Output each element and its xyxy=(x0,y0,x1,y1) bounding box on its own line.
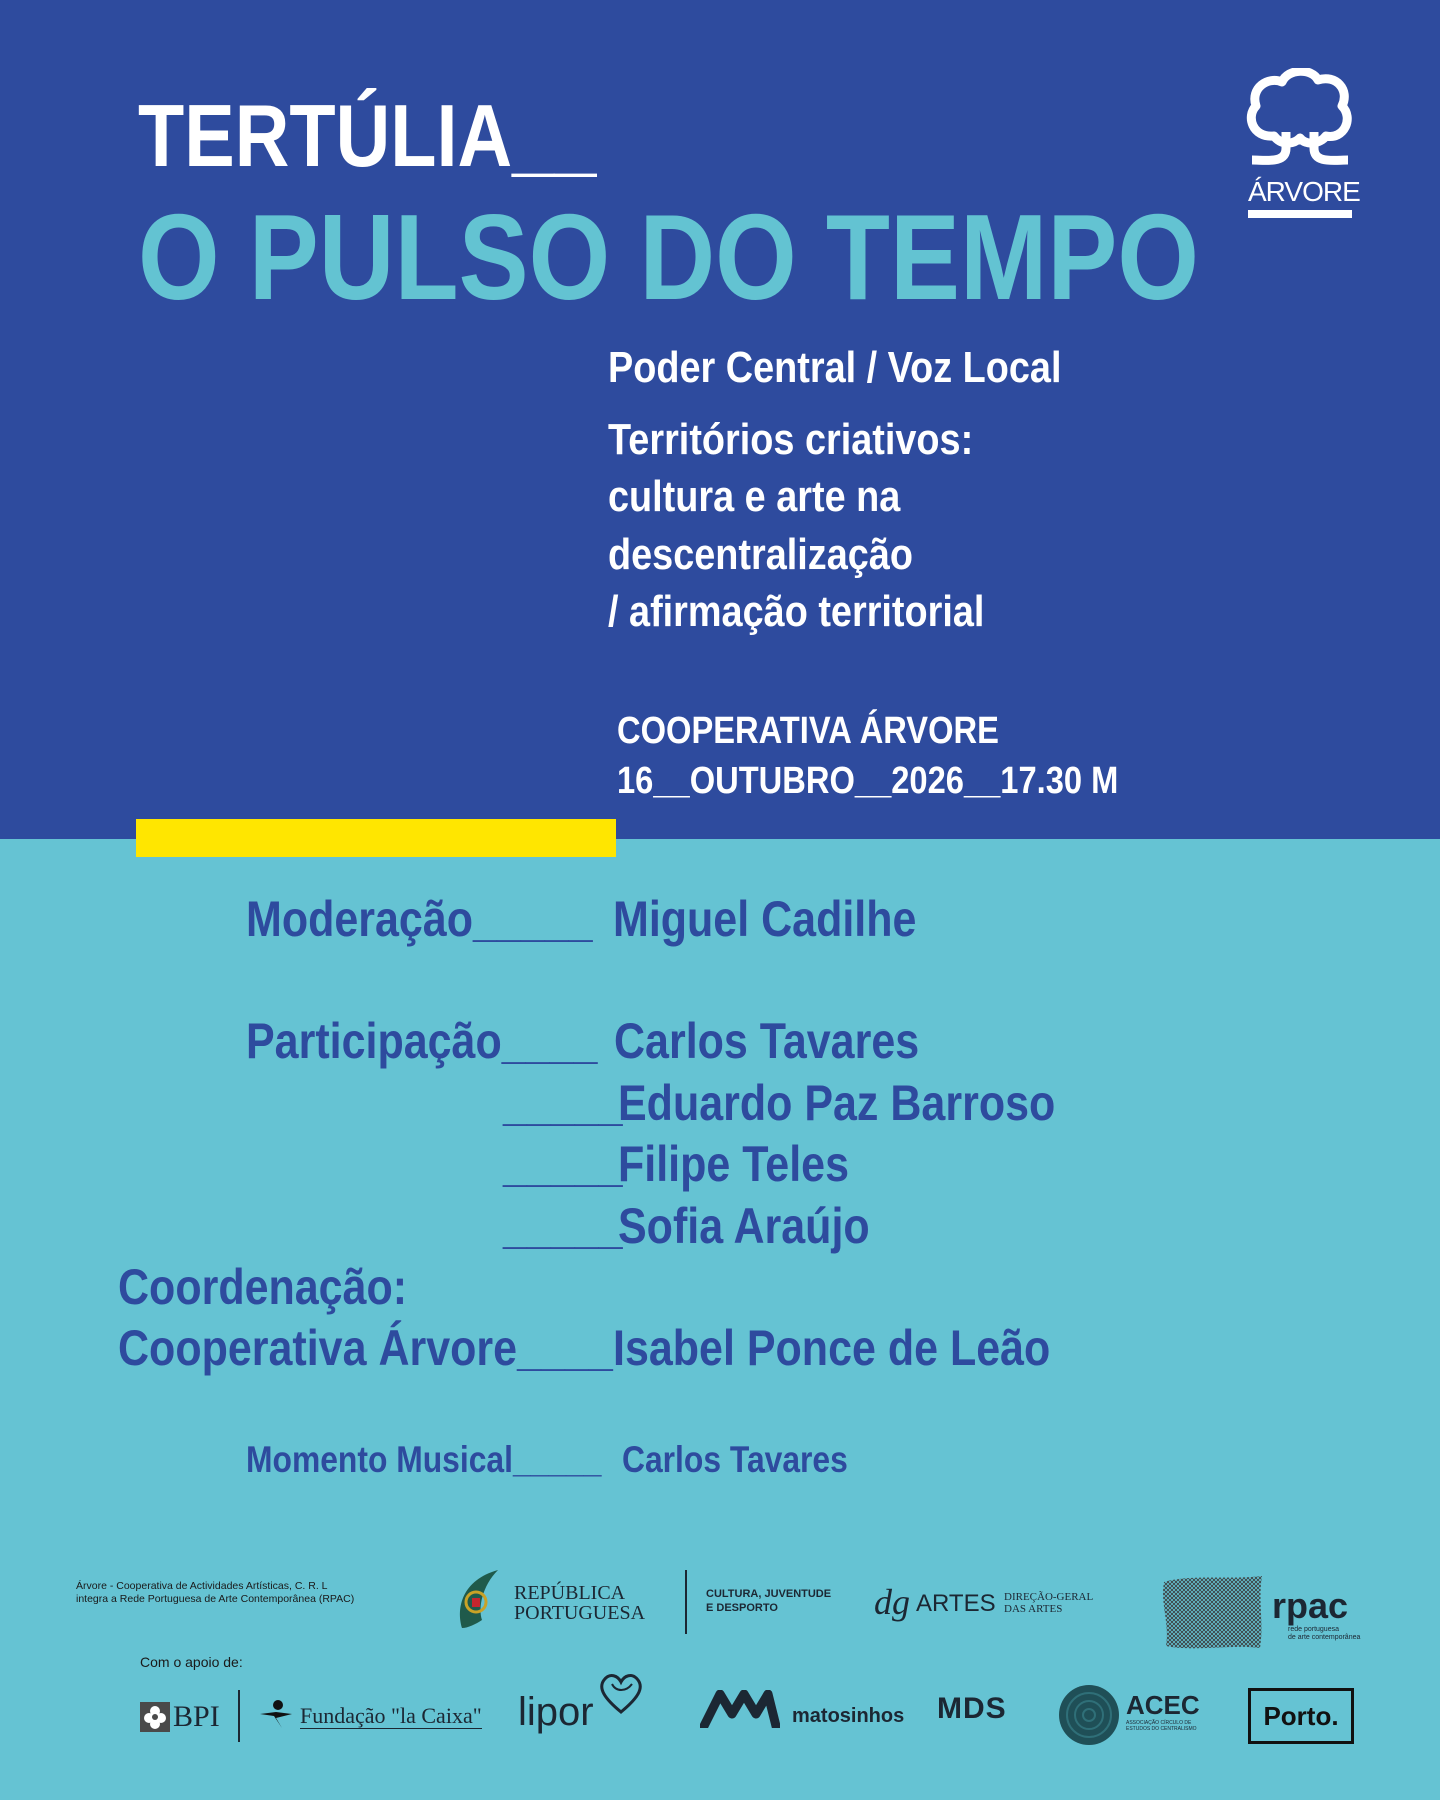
fine-print-line: integra a Rede Portuguesa de Arte Contemporânea (RPAC) xyxy=(76,1593,355,1606)
music-label: Momento Musical_____ xyxy=(246,1439,602,1480)
logo-divider xyxy=(685,1570,687,1634)
dgartes-word: ARTES xyxy=(916,1590,996,1617)
participant-name: Filipe Teles xyxy=(618,1136,850,1192)
fine-print xyxy=(76,1580,354,1606)
star-icon xyxy=(258,1698,294,1732)
participant-prefix: _____ xyxy=(503,1136,623,1192)
m-mark-icon xyxy=(700,1690,780,1728)
coordination-org: Cooperativa Árvore____ xyxy=(118,1320,613,1376)
dgartes-mark: dg xyxy=(874,1582,910,1622)
fundacao-word: Fundação "la Caixa" xyxy=(300,1703,482,1728)
rpac-desc: rede portuguesa xyxy=(1288,1626,1339,1633)
rpac-logo xyxy=(1160,1574,1361,1654)
fine-print-line: Árvore - Cooperativa de Actividades Artísticas, C. R. L xyxy=(76,1580,328,1592)
participant-prefix: _____ xyxy=(503,1198,623,1254)
lipor-logo xyxy=(518,1670,648,1740)
participant-name: Sofia Araújo xyxy=(618,1198,870,1254)
subtitle-line: / afirmação territorial xyxy=(608,587,985,636)
moderation-label: Moderação_____ xyxy=(246,891,593,947)
dgartes-logo xyxy=(874,1584,1104,1626)
circle-emblem-icon xyxy=(1058,1684,1120,1746)
acec-word: ACEC xyxy=(1126,1690,1200,1720)
date-time: 16__OUTUBRO__2026__17.30 M xyxy=(617,760,1119,802)
theme-line: Poder Central / Voz Local xyxy=(608,343,1062,392)
rpac-desc: de arte contemporânea xyxy=(1288,1634,1361,1641)
support-divider xyxy=(238,1690,240,1742)
participant-name: Carlos Tavares xyxy=(614,1013,920,1069)
heart-icon xyxy=(596,1670,646,1716)
subtitle-line: cultura e arte na xyxy=(608,472,901,521)
porto-word: Porto. xyxy=(1263,1700,1339,1731)
participation-label: Participação____ xyxy=(246,1013,598,1069)
subtitle-line: descentralização xyxy=(608,530,913,579)
republica-line: REPÚBLICA xyxy=(514,1582,626,1604)
coordination-label: Coordenação: xyxy=(118,1259,408,1315)
coat-of-arms-icon xyxy=(452,1568,502,1634)
event-type-title: TERTÚLIA__ xyxy=(138,86,597,185)
porto-logo xyxy=(1248,1688,1354,1744)
dgartes-desc: DAS ARTES xyxy=(1004,1603,1063,1615)
bpi-logo xyxy=(140,1700,240,1736)
arvore-logo xyxy=(1246,68,1360,222)
venue: COOPERATIVA ÁRVORE xyxy=(617,710,999,752)
tree-icon xyxy=(1246,68,1354,180)
acec-logo xyxy=(1058,1684,1208,1746)
music-name: Carlos Tavares xyxy=(622,1439,848,1480)
fundacao-la-caixa-logo xyxy=(258,1698,482,1734)
acec-desc: ASSOCIAÇÃO CÍRCULO DE xyxy=(1126,1720,1192,1726)
matosinhos-logo xyxy=(700,1690,910,1736)
event-main-title: O PULSO DO TEMPO xyxy=(138,189,1199,325)
mds-logo: MDS xyxy=(937,1692,1007,1725)
coordination-name: Isabel Ponce de Leão xyxy=(613,1320,1051,1376)
support-label: Com o apoio de: xyxy=(140,1654,243,1670)
cultura-line: E DESPORTO xyxy=(706,1602,778,1614)
logo-underline xyxy=(1248,210,1352,218)
participant-name: Eduardo Paz Barroso xyxy=(618,1075,1056,1131)
cultura-line: CULTURA, JUVENTUDE xyxy=(706,1588,832,1600)
accent-bar xyxy=(136,819,616,857)
rpac-word: rpac xyxy=(1272,1585,1349,1626)
republica-line: PORTUGUESA xyxy=(514,1602,646,1624)
matosinhos-word: matosinhos xyxy=(792,1705,905,1727)
bpi-word: BPI xyxy=(173,1700,220,1733)
arvore-logo-text: ÁRVORE xyxy=(1248,176,1360,207)
dgartes-desc: DIREÇÃO-GERAL xyxy=(1004,1591,1094,1603)
acec-desc: ESTUDOS DO CENTRALISMO xyxy=(1126,1726,1197,1732)
republica-portuguesa-logo xyxy=(452,1568,832,1636)
mesh-texture-icon xyxy=(1160,1574,1266,1652)
lipor-word: lipor xyxy=(518,1690,594,1734)
participant-prefix: _____ xyxy=(503,1075,623,1131)
moderation-name: Miguel Cadilhe xyxy=(613,891,917,947)
bpi-flower-icon xyxy=(140,1702,170,1732)
subtitle-line: Territórios criativos: xyxy=(608,415,974,464)
